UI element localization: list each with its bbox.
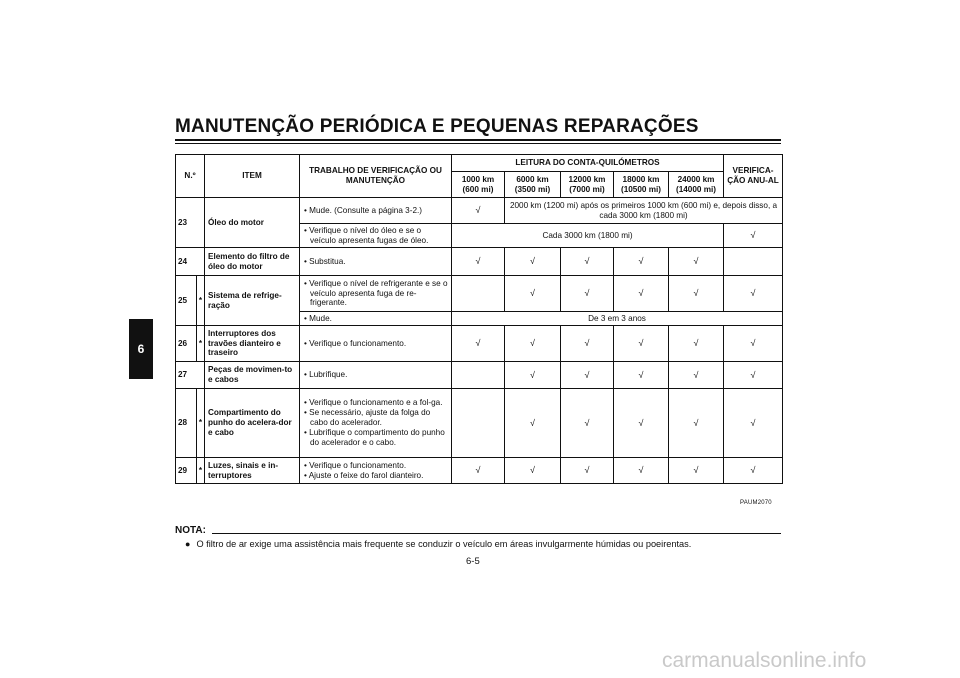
row-work: • Verifique o funcionamento. (300, 326, 452, 362)
row-num: 29 (176, 458, 197, 484)
check-mark: √ (669, 248, 724, 276)
figure-code: PAUM2070 (740, 500, 772, 506)
check-mark: √ (561, 276, 614, 312)
check-mark: √ (724, 224, 783, 248)
check-mark: √ (614, 389, 669, 458)
check-mark: √ (614, 276, 669, 312)
check-mark: √ (505, 389, 561, 458)
header-item: ITEM (205, 155, 300, 198)
row-item: Elemento do filtro de óleo do motor (205, 248, 300, 276)
row-item: Sistema de refrige-ração (205, 276, 300, 326)
check-mark: √ (561, 389, 614, 458)
check-mark: √ (669, 362, 724, 389)
check-mark: √ (669, 276, 724, 312)
check-mark: √ (614, 458, 669, 484)
header-num: N.º (176, 155, 205, 198)
row-star: * (197, 389, 205, 458)
row-item: Luzes, sinais e in-terruptores (205, 458, 300, 484)
row-work: • Verifique o funcionamento e a fol-ga. • Se necessário, ajuste da folga do cabo do acelerador. • Lubrifique o compartimento do punho do acelerador e o cabo. (300, 389, 452, 458)
table-row-27 (176, 362, 783, 389)
check-mark: √ (669, 326, 724, 362)
row-item: Compartimento do punho do acelera-dor e cabo (205, 389, 300, 458)
check-mark: √ (724, 458, 783, 484)
nota-rule (212, 533, 781, 534)
check-mark: √ (724, 276, 783, 312)
row-star: * (197, 326, 205, 362)
interval-text: De 3 em 3 anos (452, 312, 783, 326)
check-mark: √ (505, 362, 561, 389)
interval-text: 2000 km (1200 mi) após os primeiros 1000 km (600 mi) e, depois disso, a cada 3000 km (1800 mi) (505, 198, 783, 224)
check-mark: √ (561, 326, 614, 362)
row-num: 28 (176, 389, 197, 458)
row-work: • Verifique o funcionamento. • Ajuste o feixe do farol dianteiro. (300, 458, 452, 484)
row-star: * (197, 276, 205, 326)
check-mark: √ (452, 458, 505, 484)
maintenance-table (175, 154, 783, 484)
check-mark: √ (614, 248, 669, 276)
table-row-24 (176, 248, 783, 276)
check-mark: √ (452, 198, 505, 224)
check-mark: √ (669, 389, 724, 458)
row-num: 25 (176, 276, 197, 326)
table-row-26 (176, 326, 783, 362)
check-mark: √ (452, 326, 505, 362)
check-mark: √ (452, 248, 505, 276)
check-mark: √ (724, 326, 783, 362)
table-row-28 (176, 389, 783, 458)
check-mark: √ (505, 248, 561, 276)
title-rule-thin (175, 143, 781, 144)
header-km-18000: 18000 km (10500 mi) (614, 172, 669, 198)
empty-cell (452, 276, 505, 312)
check-mark: √ (614, 326, 669, 362)
chapter-tab: 6 (129, 319, 153, 379)
header-km-6000: 6000 km (3500 mi) (505, 172, 561, 198)
header-km-24000: 24000 km (14000 mi) (669, 172, 724, 198)
check-mark: √ (724, 362, 783, 389)
header-work: TRABALHO DE VERIFICAÇÃO OU MANUTENÇÃO (300, 155, 452, 198)
row-work: • Lubrifique. (300, 362, 452, 389)
empty-cell (452, 362, 505, 389)
row-work: • Substitua. (300, 248, 452, 276)
row-star: * (197, 458, 205, 484)
row-work: • Verifique o nível do óleo e se o veículo apresenta fugas de óleo. (300, 224, 452, 248)
page-number: 6-5 (466, 556, 480, 567)
row-work: • Verifique o nível de refrigerante e se o veículo apresenta fuga de re-frigerante. (300, 276, 452, 312)
nota-label: NOTA: (175, 525, 206, 536)
interval-text: Cada 3000 km (1800 mi) (452, 224, 724, 248)
table-row-29 (176, 458, 783, 484)
header-km-12000: 12000 km (7000 mi) (561, 172, 614, 198)
check-mark: √ (669, 458, 724, 484)
check-mark: √ (561, 458, 614, 484)
row-num: 26 (176, 326, 197, 362)
title-rule-thick (175, 139, 781, 141)
header-odometer: LEITURA DO CONTA-QUILÓMETROS (452, 155, 724, 172)
empty-cell (724, 248, 783, 276)
row-work: • Mude. (Consulte a página 3-2.) (300, 198, 452, 224)
row-num: 24 (176, 248, 205, 276)
check-mark: √ (561, 248, 614, 276)
check-mark: √ (614, 362, 669, 389)
check-mark: √ (724, 389, 783, 458)
nota-text: O filtro de ar exige uma assistência mais frequente se conduzir o veículo em áreas invulgarmente húmidas ou poeirentas. (196, 539, 692, 549)
page-title: MANUTENÇÃO PERIÓDICA E PEQUENAS REPARAÇÕES (175, 116, 699, 137)
row-item: Peças de movimen-to e cabos (205, 362, 300, 389)
check-mark: √ (561, 362, 614, 389)
header-km-1000: 1000 km (600 mi) (452, 172, 505, 198)
check-mark: √ (505, 326, 561, 362)
watermark: carmanualsonline.info (662, 649, 867, 672)
empty-cell (452, 389, 505, 458)
check-mark: √ (505, 458, 561, 484)
table-row-25 (176, 276, 783, 312)
check-mark: √ (505, 276, 561, 312)
bullet-icon: ● (185, 539, 191, 549)
row-num: 27 (176, 362, 205, 389)
row-work: • Mude. (300, 312, 452, 326)
header-annual: VERIFICA-ÇÃO ANU-AL (724, 155, 783, 198)
nota-item (185, 539, 691, 549)
row-item: Interruptores dos travões dianteiro e traseiro (205, 326, 300, 362)
row-num: 23 (176, 198, 205, 248)
table-row-23 (176, 198, 783, 224)
row-item: Óleo do motor (205, 198, 300, 248)
